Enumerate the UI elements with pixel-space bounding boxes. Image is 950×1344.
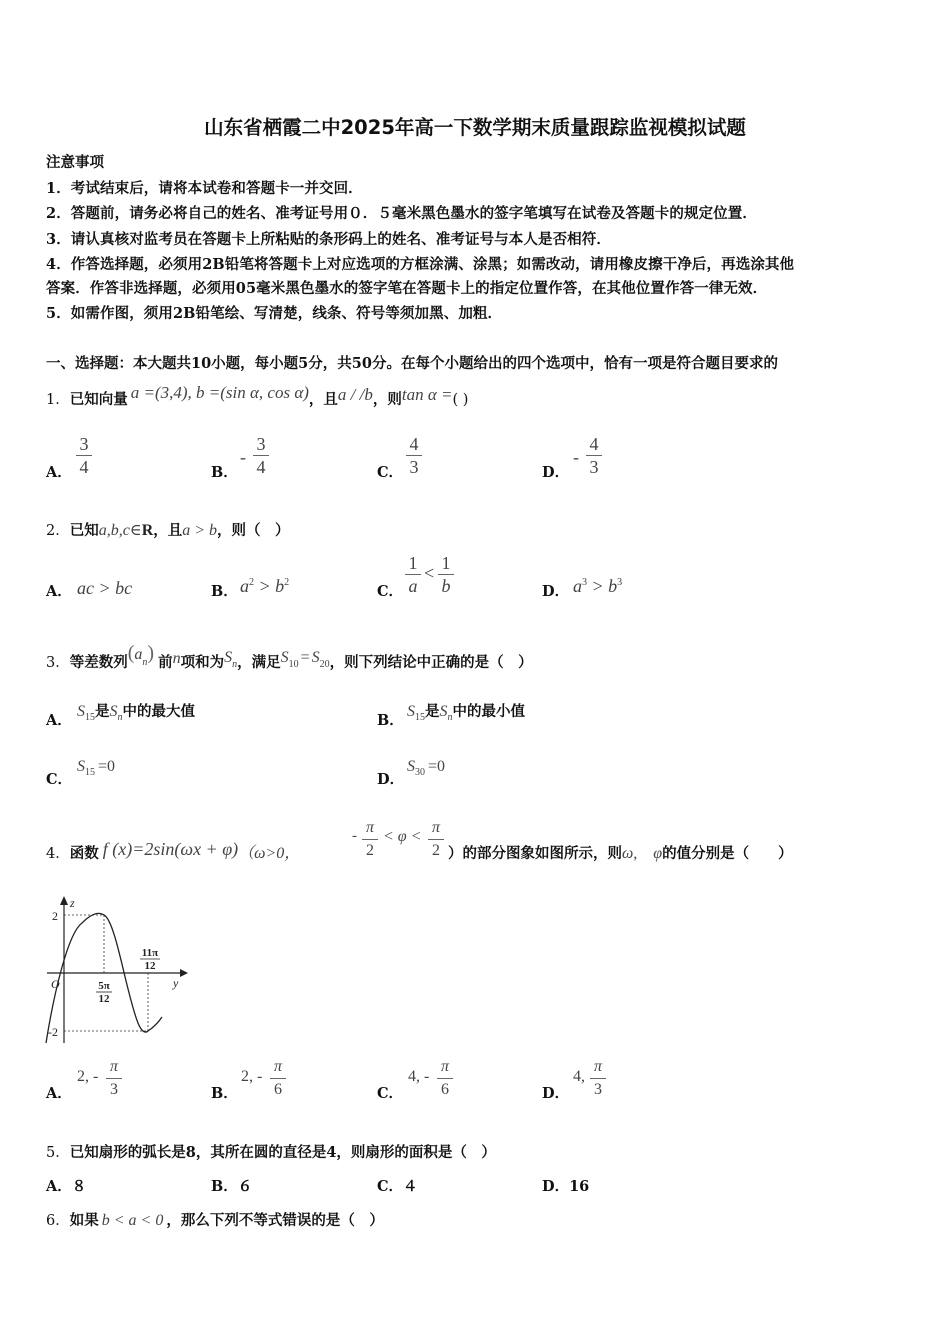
q4-text: 函数 <box>69 845 99 862</box>
q1-tan: tan α = <box>401 385 453 404</box>
graph-x2-num: 11π <box>141 947 159 959</box>
q3-text: 等差数列 <box>69 654 128 671</box>
q3-text: ，满足 <box>237 654 281 671</box>
graph-z-arrow <box>60 896 68 905</box>
notes-heading: 注意事项 <box>46 154 104 171</box>
q4-option-b-pre: 2, - <box>241 1068 263 1085</box>
graph-y-label: y <box>173 976 179 990</box>
note-item: 4．作答选择题，必须用2B铅笔将答题卡上对应选项的方框涂满、涂黑；如需改动，请用橡皮擦干净后，再选涂其他 <box>46 256 795 273</box>
q1-option-c: 4 3 <box>406 434 422 477</box>
graph-z-label: z <box>70 896 75 910</box>
option-label: B． <box>211 1085 238 1102</box>
question-5: 5．已知扇形的弧长是8，其所在圆的直径是4，则扇形的面积是（ ） <box>46 1144 496 1161</box>
page-title: 山东省栖霞二中2025年高一下数学期末质量跟踪监视模拟试题 <box>204 116 746 139</box>
q4-condition: （ω>0， <box>238 845 301 862</box>
option-label: C． <box>377 583 404 600</box>
q1-text: 已知向量 <box>69 391 128 408</box>
question-3: 3．等差数列$(a_n)$ 前n项和为$S_n$，满足$S_{10} = S_{20}$，则下列结论中正确的是（ ） <box>46 642 533 671</box>
graph-label-2: 2 <box>52 909 58 923</box>
option-label: B． <box>211 583 238 600</box>
q4-range-right: π 2 <box>428 818 444 861</box>
q2-text: ，且 <box>153 522 183 539</box>
graph-x2-den: 12 <box>144 960 156 972</box>
note-item: 1．考试结束后，请将本试卷和答题卡一并交回． <box>46 180 363 197</box>
q1-text: ( ) <box>452 392 469 408</box>
q1-text: ，且 <box>308 391 338 408</box>
q1-vectors: a =(3,4), b =(sin α, cos α) <box>130 383 309 402</box>
q1-option-a: 3 4 <box>76 434 92 477</box>
q3-option-b: $S_{15}$是$S_n$中的最小值 <box>407 703 525 723</box>
q3-option-a: $S_{15}$是$S_n$中的最大值 <box>77 703 195 723</box>
section-heading: 一、选择题：本大题共10小题，每小题5分，共50分。在每个小题给出的四个选项中，恰有一项是符合题目要求的 <box>46 355 778 372</box>
question-number: 2． <box>46 523 70 539</box>
q4-option-c-pre: 4, - <box>408 1068 430 1085</box>
option-label: C． <box>377 1085 404 1102</box>
q3-S: S <box>224 649 233 666</box>
question-number: 1． <box>46 392 70 408</box>
graph-x1-num: 5π <box>98 980 110 992</box>
graph-x-arrow <box>180 969 188 977</box>
question-6: 6．如果 b < a < 0 ，那么下列不等式错误的是（ ） <box>46 1212 384 1229</box>
question-2 <box>46 519 290 540</box>
q2-real-set: R <box>141 522 154 539</box>
q5-option-b: B．６ <box>211 1178 253 1195</box>
option-label: A． <box>46 1085 72 1102</box>
q2-option-b: $a^2 > b^2$ <box>240 576 290 596</box>
q3-option-d: $S_{30} =0$ <box>407 758 446 779</box>
note-item: 2．答题前，请务必将自己的姓名、准考证号用０．５毫米黑色墨水的签字笔填写在试卷及答题卡的规定位置． <box>46 205 757 222</box>
q3-text: 前 <box>158 654 173 671</box>
q3-n: n <box>172 650 181 667</box>
q4-graph <box>42 893 192 1045</box>
q2-option-c-left: 1 a <box>405 553 421 596</box>
q3-seq: a <box>134 646 143 663</box>
option-label: C． <box>46 771 73 788</box>
option-label: B． <box>211 464 238 481</box>
option-label: D． <box>377 771 405 788</box>
q1-text: ，则 <box>372 391 402 408</box>
option-label: D． <box>542 1085 570 1102</box>
q4-function: f (x)=2sin(ωx + φ) <box>102 839 239 859</box>
option-label: A． <box>46 464 72 481</box>
q2-vars: a,b,c∈ <box>98 522 142 539</box>
note-item: 5．如需作图，须用2B铅笔绘、写清楚，线条、符号等须加黑、加粗． <box>46 305 503 322</box>
q3-text: 项和为 <box>180 654 225 671</box>
q3-option-c: $S_{15} =0$ <box>77 758 116 779</box>
q4-option-a: π 3 <box>106 1057 122 1100</box>
q4-range-mid: < φ < <box>383 828 422 845</box>
q4-neg: - <box>352 828 357 844</box>
q2-option-c-right: 1 b <box>438 553 454 596</box>
q4-option-a-pre: 2, - <box>77 1068 99 1085</box>
q5-option-a: A．８ <box>46 1178 87 1195</box>
q2-text: 已知 <box>69 522 99 539</box>
question-number: 4． <box>46 846 70 862</box>
option-label: A． <box>46 712 72 729</box>
q4-option-d-pre: 4, <box>573 1068 585 1085</box>
note-item: 3．请认真核对监考员在答题卡上所粘贴的条形码上的姓名、准考证号与本人是否相符． <box>46 231 611 248</box>
question-number: 3． <box>46 655 70 671</box>
q1-option-b-sign: - <box>240 447 246 467</box>
q4-option-d: π 3 <box>590 1057 606 1100</box>
option-label: D． <box>542 583 570 600</box>
q3-text: ，则下列结论中正确的是（ ） <box>329 654 533 671</box>
question-4 <box>46 840 300 863</box>
q4-text-rest: ）的部分图象如图所示，则ω, φ的值分别是（ ） <box>448 845 793 862</box>
q1-option-b: 3 4 <box>253 434 269 477</box>
option-label: B． <box>377 712 404 729</box>
option-label: D． <box>542 464 570 481</box>
q2-option-d: $a^3 > b^3$ <box>573 576 623 596</box>
graph-origin: O <box>51 977 60 991</box>
q2-condition: a > b <box>182 522 218 539</box>
q1-parallel: a / /b <box>337 385 373 404</box>
q1-option-d-sign: - <box>573 447 579 467</box>
q2-text: ，则（ ） <box>217 522 290 539</box>
q4-option-c: π 6 <box>437 1057 453 1100</box>
option-label: C． <box>377 464 404 481</box>
q4-option-b: π 6 <box>270 1057 286 1100</box>
option-label: A． <box>46 583 72 600</box>
question-1 <box>46 383 469 409</box>
q1-option-d: 4 3 <box>586 434 602 477</box>
q4-range-left: π 2 <box>362 818 378 861</box>
graph-label-m2: -2 <box>48 1025 58 1039</box>
q2-option-a: ac > bc <box>77 578 133 598</box>
q5-option-c: C．４ <box>377 1178 418 1195</box>
graph-x1-den: 12 <box>98 993 110 1005</box>
q5-option-d: D．16 <box>542 1178 590 1195</box>
note-item: 答案．作答非选择题，必须用05毫米黑色墨水的签字笔在答题卡上的指定位置作答，在其他位置作答一律无效． <box>46 280 768 297</box>
q2-option-c-lt: < <box>424 563 435 583</box>
